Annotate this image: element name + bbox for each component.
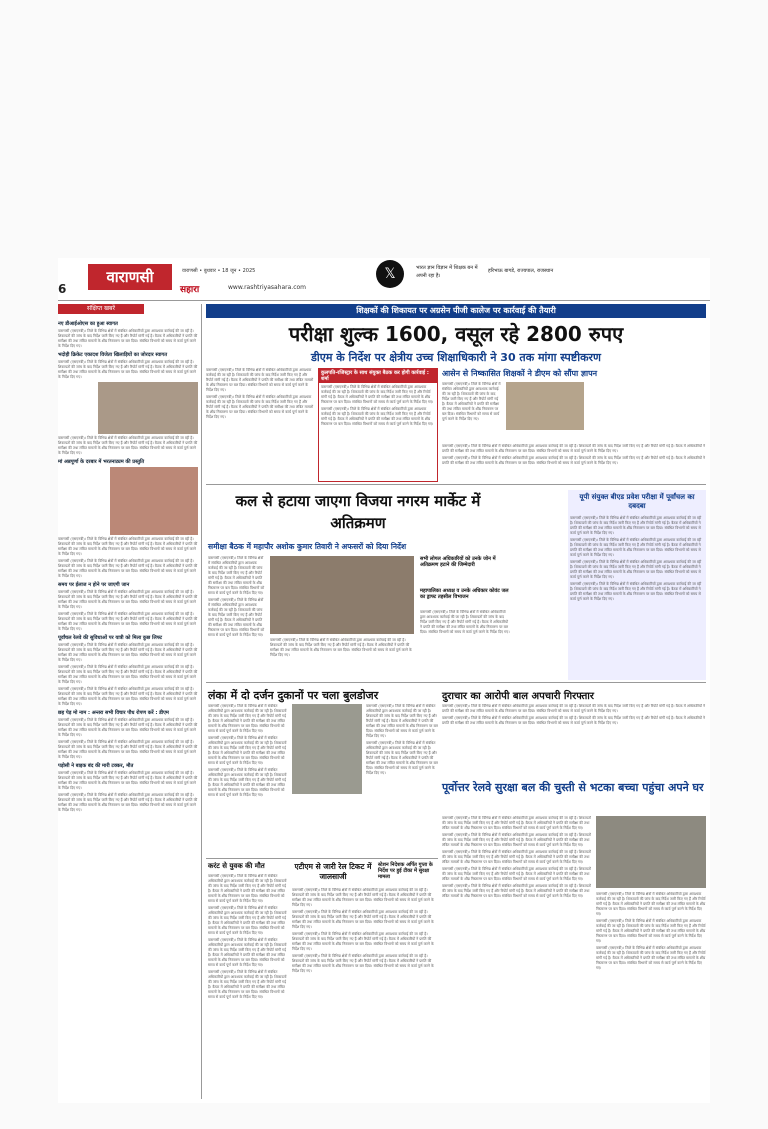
brief-title: छह पेड़ मो नाम : अन्तरा सभी विचार पौध रोपण करें : डीएम [58, 710, 169, 716]
sidebar-body [568, 514, 706, 668]
story3-body-text: वाराणसी (एसएनबी)। जिले के विभिन्न क्षेत्रों में संबंधित अधिकारियों द्वारा आवश्यक कार्रवाई की जा रही है। शिकायतों की जांच के बाद निर्देश जारी किए गए हैं और रिपोर्ट मांगी गई है। बैठक में अधिकारियों ने प्रगति की समीक्षा की तथा लंबित मामलों के शीघ्र निस्तारण पर बल दिया। संबंधित विभागों को समय से कार्य पूर्ण करने के निर्देश दिए गए। [208, 704, 287, 733]
sidebar-body-text: वाराणसी (एसएनबी)। जिले के विभिन्न क्षेत्रों में संबंधित अधिकारियों द्वारा आवश्यक कार्रवाई की जा रही है। शिकायतों की जांच के बाद निर्देश जारी किए गए हैं और रिपोर्ट मांगी गई है। बैठक में अधिकारियों ने प्रगति की समीक्षा की तथा लंबित मामलों के शीघ्र निस्तारण पर बल दिया। संबंधित विभागों को समय से कार्य पूर्ण करने के निर्देश दिए गए। [570, 560, 702, 579]
story5-body-text: वाराणसी (एसएनबी)। जिले के विभिन्न क्षेत्रों में संबंधित अधिकारियों द्वारा आवश्यक कार्रवाई की जा रही है। शिकायतों की जांच के बाद निर्देश जारी किए गए हैं और रिपोर्ट मांगी गई है। बैठक में अधिकारियों ने प्रगति की समीक्षा की तथा लंबित मामलों के शीघ्र निस्तारण पर बल दिया। संबंधित विभागों को समय से कार्य पूर्ण करने के निर्देश दिए गए। [442, 867, 591, 881]
brief-text: वाराणसी (एसएनबी)। जिले के विभिन्न क्षेत्रों में संबंधित अधिकारियों द्वारा आवश्यक कार्रवाई की जा रही है। शिकायतों की जांच के बाद निर्देश जारी किए गए हैं और रिपोर्ट मांगी गई है। बैठक में अधिकारियों ने प्रगति की समीक्षा की तथा लंबित मामलों के शीघ्र निस्तारण पर बल दिया। संबंधित विभागों को समय से कार्य पूर्ण करने के निर्देश दिए गए। [58, 612, 198, 631]
lead-box [318, 368, 438, 482]
brief-text: वाराणसी (एसएनबी)। जिले के विभिन्न क्षेत्रों में संबंधित अधिकारियों द्वारा आवश्यक कार्रवाई की जा रही है। शिकायतों की जांच के बाद निर्देश जारी किए गए हैं और रिपोर्ट मांगी गई है। बैठक में अधिकारियों ने प्रगति की समीक्षा की तथा लंबित मामलों के शीघ्र निस्तारण पर बल दिया। संबंधित विभागों को समय से कार्य पूर्ण करने के निर्देश दिए गए। [58, 718, 198, 737]
story8-headline: स्टेशन निदेशक अर्पित गुप्ता के निर्देश पर हुई टीका में सुरक्षा मामला [378, 862, 433, 880]
side-photo [506, 382, 584, 430]
story7-body [292, 888, 438, 1054]
story5-body-text: वाराणसी (एसएनबी)। जिले के विभिन्न क्षेत्रों में संबंधित अधिकारियों द्वारा आवश्यक कार्रवाई की जा रही है। शिकायतों की जांच के बाद निर्देश जारी किए गए हैं और रिपोर्ट मांगी गई है। बैठक में अधिकारियों ने प्रगति की समीक्षा की तथा लंबित मामलों के शीघ्र निस्तारण पर बल दिया। संबंधित विभागों को समय से कार्य पूर्ण करने के निर्देश दिए गए। [596, 919, 706, 943]
lead-body-text: वाराणसी (एसएनबी)। जिले के विभिन्न क्षेत्रों में संबंधित अधिकारियों द्वारा आवश्यक कार्रवाई की जा रही है। शिकायतों की जांच के बाद निर्देश जारी किए गए हैं और रिपोर्ट मांगी गई है। बैठक में अधिकारियों ने प्रगति की समीक्षा की तथा लंबित मामलों के शीघ्र निस्तारण पर बल दिया। संबंधित विभागों को समय से कार्य पूर्ण करने के निर्देश दिए गए। [206, 395, 314, 419]
masthead [58, 258, 710, 301]
column-divider [201, 304, 202, 1099]
side-headline: आसेन से निष्कासित शिक्षकों ने डीएम को सौंपा ज्ञापन [442, 369, 598, 378]
brief-text: वाराणसी (एसएनबी)। जिले के विभिन्न क्षेत्रों में संबंधित अधिकारियों द्वारा आवश्यक कार्रवाई की जा रही है। शिकायतों की जांच के बाद निर्देश जारी किए गए हैं और रिपोर्ट मांगी गई है। बैठक में अधिकारियों ने प्रगति की समीक्षा की तथा लंबित मामलों के शीघ्र निस्तारण पर बल दिया। संबंधित विभागों को समय से कार्य पूर्ण करने के निर्देश दिए गए। [58, 329, 198, 348]
story7-body-text: वाराणसी (एसएनबी)। जिले के विभिन्न क्षेत्रों में संबंधित अधिकारियों द्वारा आवश्यक कार्रवाई की जा रही है। शिकायतों की जांच के बाद निर्देश जारी किए गए हैं और रिपोर्ट मांगी गई है। बैठक में अधिकारियों ने प्रगति की समीक्षा की तथा लंबित मामलों के शीघ्र निस्तारण पर बल दिया। संबंधित विभागों को समय से कार्य पूर्ण करने के निर्देश दिए गए। [292, 910, 434, 929]
brief-title: मां अन्नपूर्णा के दरबार में भरतनाट्यम की प्रस्तुति [58, 459, 145, 465]
lead-kicker: शिक्षकों की शिकायत पर अग्रसेन पीजी कालेज पर कार्रवाई की तैयारी [206, 304, 706, 318]
story2-body [208, 556, 266, 676]
story5-body [442, 816, 592, 1056]
sidebar-body-text: वाराणसी (एसएनबी)। जिले के विभिन्न क्षेत्रों में संबंधित अधिकारियों द्वारा आवश्यक कार्रवाई की जा रही है। शिकायतों की जांच के बाद निर्देश जारी किए गए हैं और रिपोर्ट मांगी गई है। बैठक में अधिकारियों ने प्रगति की समीक्षा की तथा लंबित मामलों के शीघ्र निस्तारण पर बल दिया। संबंधित विभागों को समय से कार्य पूर्ण करने के निर्देश दिए गए। [570, 582, 702, 601]
story2-quote: सभी लोगल अधिकारियों को उनके जोन में अतिक्रमण हटाने की जिम्मेदारी [420, 556, 496, 568]
newspaper-page [58, 258, 710, 1103]
section-divider [206, 858, 438, 859]
story6-body [208, 874, 288, 1054]
brief-text: वाराणसी (एसएनबी)। जिले के विभिन्न क्षेत्रों में संबंधित अधिकारियों द्वारा आवश्यक कार्रवाई की जा रही है। शिकायतों की जांच के बाद निर्देश जारी किए गए हैं और रिपोर्ट मांगी गई है। बैठक में अधिकारियों ने प्रगति की समीक्षा की तथा लंबित मामलों के शीघ्र निस्तारण पर बल दिया। संबंधित विभागों को समय से कार्य पूर्ण करने के निर्देश दिए गए। [58, 740, 198, 759]
story5-body-text: वाराणसी (एसएनबी)। जिले के विभिन्न क्षेत्रों में संबंधित अधिकारियों द्वारा आवश्यक कार्रवाई की जा रही है। शिकायतों की जांच के बाद निर्देश जारी किए गए हैं और रिपोर्ट मांगी गई है। बैठक में अधिकारियों ने प्रगति की समीक्षा की तथा लंबित मामलों के शीघ्र निस्तारण पर बल दिया। संबंधित विभागों को समय से कार्य पूर्ण करने के निर्देश दिए गए। [596, 892, 706, 916]
dateline: वाराणसी • बुधवार • 18 जून • 2025 [182, 268, 256, 274]
brief-photo [98, 382, 198, 434]
sidebar-body-text: वाराणसी (एसएनबी)। जिले के विभिन्न क्षेत्रों में संबंधित अधिकारियों द्वारा आवश्यक कार्रवाई की जा रही है। शिकायतों की जांच के बाद निर्देश जारी किए गए हैं और रिपोर्ट मांगी गई है। बैठक में अधिकारियों ने प्रगति की समीक्षा की तथा लंबित मामलों के शीघ्र निस्तारण पर बल दिया। संबंधित विभागों को समय से कार्य पूर्ण करने के निर्देश दिए गए। [570, 538, 702, 557]
brief-text: वाराणसी (एसएनबी)। जिले के विभिन्न क्षेत्रों में संबंधित अधिकारियों द्वारा आवश्यक कार्रवाई की जा रही है। शिकायतों की जांच के बाद निर्देश जारी किए गए हैं और रिपोर्ट मांगी गई है। बैठक में अधिकारियों ने प्रगति की समीक्षा की तथा लंबित मामलों के शीघ्र निस्तारण पर बल दिया। संबंधित विभागों को समय से कार्य पूर्ण करने के निर्देश दिए गए। [58, 537, 198, 556]
briefs-label: संक्षिप्त खबरें [58, 304, 144, 314]
story7-body-text: वाराणसी (एसएनबी)। जिले के विभिन्न क्षेत्रों में संबंधित अधिकारियों द्वारा आवश्यक कार्रवाई की जा रही है। शिकायतों की जांच के बाद निर्देश जारी किए गए हैं और रिपोर्ट मांगी गई है। बैठक में अधिकारियों ने प्रगति की समीक्षा की तथा लंबित मामलों के शीघ्र निस्तारण पर बल दिया। संबंधित विभागों को समय से कार्य पूर्ण करने के निर्देश दिए गए। [292, 954, 434, 973]
story5-body [596, 892, 706, 1056]
brief-photo [110, 467, 198, 535]
story3-body-text: वाराणसी (एसएनबी)। जिले के विभिन्न क्षेत्रों में संबंधित अधिकारियों द्वारा आवश्यक कार्रवाई की जा रही है। शिकायतों की जांच के बाद निर्देश जारी किए गए हैं और रिपोर्ट मांगी गई है। बैठक में अधिकारियों ने प्रगति की समीक्षा की तथा लंबित मामलों के शीघ्र निस्तारण पर बल दिया। संबंधित विभागों को समय से कार्य पूर्ण करने के निर्देश दिए गए। [208, 736, 287, 765]
brief-title: नए डीआईओएस का हुआ स्वागत [58, 321, 118, 327]
side-body-text: वाराणसी (एसएनबी)। जिले के विभिन्न क्षेत्रों में संबंधित अधिकारियों द्वारा आवश्यक कार्रवाई की जा रही है। शिकायतों की जांच के बाद निर्देश जारी किए गए हैं और रिपोर्ट मांगी गई है। बैठक में अधिकारियों ने प्रगति की समीक्षा की तथा लंबित मामलों के शीघ्र निस्तारण पर बल दिया। संबंधित विभागों को समय से कार्य पूर्ण करने के निर्देश दिए गए। [442, 456, 706, 465]
brief-text: वाराणसी (एसएनबी)। जिले के विभिन्न क्षेत्रों में संबंधित अधिकारियों द्वारा आवश्यक कार्रवाई की जा रही है। शिकायतों की जांच के बाद निर्देश जारी किए गए हैं और रिपोर्ट मांगी गई है। बैठक में अधिकारियों ने प्रगति की समीक्षा की तथा लंबित मामलों के शीघ्र निस्तारण पर बल दिया। संबंधित विभागों को समय से कार्य पूर्ण करने के निर्देश दिए गए। [58, 687, 198, 706]
side-body [442, 382, 502, 442]
section-divider [206, 484, 706, 485]
brief-text: वाराणसी (एसएनबी)। जिले के विभिन्न क्षेत्रों में संबंधित अधिकारियों द्वारा आवश्यक कार्रवाई की जा रही है। शिकायतों की जांच के बाद निर्देश जारी किए गए हैं और रिपोर्ट मांगी गई है। बैठक में अधिकारियों ने प्रगति की समीक्षा की तथा लंबित मामलों के शीघ्र निस्तारण पर बल दिया। संबंधित विभागों को समय से कार्य पूर्ण करने के निर्देश दिए गए। [58, 436, 198, 455]
brand-logo: सहारा [180, 285, 200, 295]
story6-body-text: वाराणसी (एसएनबी)। जिले के विभिन्न क्षेत्रों में संबंधित अधिकारियों द्वारा आवश्यक कार्रवाई की जा रही है। शिकायतों की जांच के बाद निर्देश जारी किए गए हैं और रिपोर्ट मांगी गई है। बैठक में अधिकारियों ने प्रगति की समीक्षा की तथा लंबित मामलों के शीघ्र निस्तारण पर बल दिया। संबंधित विभागों को समय से कार्य पूर्ण करने के निर्देश दिए गए। [208, 874, 287, 903]
story3-body [366, 704, 438, 854]
story2-body-text: वाराणसी (एसएनबी)। जिले के विभिन्न क्षेत्रों में संबंधित अधिकारियों द्वारा आवश्यक कार्रवाई की जा रही है। शिकायतों की जांच के बाद निर्देश जारी किए गए हैं और रिपोर्ट मांगी गई है। बैठक में अधिकारियों ने प्रगति की समीक्षा की तथा लंबित मामलों के शीघ्र निस्तारण पर बल दिया। संबंधित विभागों को समय से कार्य पूर्ण करने के निर्देश दिए गए। [270, 638, 412, 657]
story3-body-text: वाराणसी (एसएनबी)। जिले के विभिन्न क्षेत्रों में संबंधित अधिकारियों द्वारा आवश्यक कार्रवाई की जा रही है। शिकायतों की जांच के बाद निर्देश जारी किए गए हैं और रिपोर्ट मांगी गई है। बैठक में अधिकारियों ने प्रगति की समीक्षा की तथा लंबित मामलों के शीघ्र निस्तारण पर बल दिया। संबंधित विभागों को समय से कार्य पूर्ण करने के निर्देश दिए गए। [366, 741, 438, 775]
brief-text: वाराणसी (एसएनबी)। जिले के विभिन्न क्षेत्रों में संबंधित अधिकारियों द्वारा आवश्यक कार्रवाई की जा रही है। शिकायतों की जांच के बाद निर्देश जारी किए गए हैं और रिपोर्ट मांगी गई है। बैठक में अधिकारियों ने प्रगति की समीक्षा की तथा लंबित मामलों के शीघ्र निस्तारण पर बल दिया। संबंधित विभागों को समय से कार्य पूर्ण करने के निर्देश दिए गए। [58, 559, 198, 578]
lead-subhead: डीएम के निर्देश पर क्षेत्रीय उच्च शिक्षाधिकारी ने 30 तक मांगा स्पष्टीकरण [311, 351, 601, 364]
story6-body-text: वाराणसी (एसएनबी)। जिले के विभिन्न क्षेत्रों में संबंधित अधिकारियों द्वारा आवश्यक कार्रवाई की जा रही है। शिकायतों की जांच के बाद निर्देश जारी किए गए हैं और रिपोर्ट मांगी गई है। बैठक में अधिकारियों ने प्रगति की समीक्षा की तथा लंबित मामलों के शीघ्र निस्तारण पर बल दिया। संबंधित विभागों को समय से कार्य पूर्ण करने के निर्देश दिए गए। [208, 938, 287, 967]
lead-box-body [319, 383, 437, 479]
lead-body [206, 368, 314, 488]
x-logo-icon: 𝕏 [376, 260, 404, 288]
brief-text: वाराणसी (एसएनबी)। जिले के विभिन्न क्षेत्रों में संबंधित अधिकारियों द्वारा आवश्यक कार्रवाई की जा रही है। शिकायतों की जांच के बाद निर्देश जारी किए गए हैं और रिपोर्ट मांगी गई है। बैठक में अधिकारियों ने प्रगति की समीक्षा की तथा लंबित मामलों के शीघ्र निस्तारण पर बल दिया। संबंधित विभागों को समय से कार्य पूर्ण करने के निर्देश दिए गए। [58, 590, 198, 609]
lead-box-text: वाराणसी (एसएनबी)। जिले के विभिन्न क्षेत्रों में संबंधित अधिकारियों द्वारा आवश्यक कार्रवाई की जा रही है। शिकायतों की जांच के बाद निर्देश जारी किए गए हैं और रिपोर्ट मांगी गई है। बैठक में अधिकारियों ने प्रगति की समीक्षा की तथा लंबित मामलों के शीघ्र निस्तारण पर बल दिया। संबंधित विभागों को समय से कार्य पूर्ण करने के निर्देश दिए गए। [321, 385, 434, 404]
lead-box-title: कुलपति-रजिस्ट्रार के साथ संयुक्त बैठक कर होगी कार्रवाई : शर्मा [319, 369, 437, 383]
story4-headline: दुराचार का आरोपी बाल अपचारी गिरफ्तार [442, 691, 594, 702]
story2-quote2: महापालिका अध्यक्ष व उनके अधिकार कोवंट जल का ड्राफ्ट तहसील विभाजन [420, 588, 509, 600]
city-label: वाराणसी [88, 264, 172, 290]
story6-headline: करंट से युवक की मौत [208, 862, 265, 870]
ad-byline: हरिभाऊ बागडे, राज्यपाल, राजस्थान [488, 268, 554, 274]
lead-box-text: वाराणसी (एसएनबी)। जिले के विभिन्न क्षेत्रों में संबंधित अधिकारियों द्वारा आवश्यक कार्रवाई की जा रही है। शिकायतों की जांच के बाद निर्देश जारी किए गए हैं और रिपोर्ट मांगी गई है। बैठक में अधिकारियों ने प्रगति की समीक्षा की तथा लंबित मामलों के शीघ्र निस्तारण पर बल दिया। संबंधित विभागों को समय से कार्य पूर्ण करने के निर्देश दिए गए। [321, 407, 434, 426]
story2-body [270, 638, 414, 678]
briefs-column [58, 318, 198, 1098]
side-body-text: वाराणसी (एसएनबी)। जिले के विभिन्न क्षेत्रों में संबंधित अधिकारियों द्वारा आवश्यक कार्रवाई की जा रही है। शिकायतों की जांच के बाद निर्देश जारी किए गए हैं और रिपोर्ट मांगी गई है। बैठक में अधिकारियों ने प्रगति की समीक्षा की तथा लंबित मामलों के शीघ्र निस्तारण पर बल दिया। संबंधित विभागों को समय से कार्य पूर्ण करने के निर्देश दिए गए। [442, 444, 706, 453]
lead-body-text: वाराणसी (एसएनबी)। जिले के विभिन्न क्षेत्रों में संबंधित अधिकारियों द्वारा आवश्यक कार्रवाई की जा रही है। शिकायतों की जांच के बाद निर्देश जारी किए गए हैं और रिपोर्ट मांगी गई है। बैठक में अधिकारियों ने प्रगति की समीक्षा की तथा लंबित मामलों के शीघ्र निस्तारण पर बल दिया। संबंधित विभागों को समय से कार्य पूर्ण करने के निर्देश दिए गए। [206, 368, 314, 392]
story6-body-text: वाराणसी (एसएनबी)। जिले के विभिन्न क्षेत्रों में संबंधित अधिकारियों द्वारा आवश्यक कार्रवाई की जा रही है। शिकायतों की जांच के बाद निर्देश जारी किए गए हैं और रिपोर्ट मांगी गई है। बैठक में अधिकारियों ने प्रगति की समीक्षा की तथा लंबित मामलों के शीघ्र निस्तारण पर बल दिया। संबंधित विभागों को समय से कार्य पूर्ण करने के निर्देश दिए गए। [208, 906, 287, 935]
lead-headline: परीक्षा शुल्क 1600, वसूल रहे 2800 रुपए [288, 322, 624, 346]
story2-body-text: वाराणसी (एसएनबी)। जिले के विभिन्न क्षेत्रों में संबंधित अधिकारियों द्वारा आवश्यक कार्रवाई की जा रही है। शिकायतों की जांच के बाद निर्देश जारी किए गए हैं और रिपोर्ट मांगी गई है। बैठक में अधिकारियों ने प्रगति की समीक्षा की तथा लंबित मामलों के शीघ्र निस्तारण पर बल दिया। संबंधित विभागों को समय से कार्य पूर्ण करने के निर्देश दिए गए। [208, 556, 265, 595]
brief-title: पूर्वांचल रेलवे की सुविधाओं पर यात्री को मिला कुछ लिफ्ट [58, 635, 162, 641]
story3-body-text: वाराणसी (एसएनबी)। जिले के विभिन्न क्षेत्रों में संबंधित अधिकारियों द्वारा आवश्यक कार्रवाई की जा रही है। शिकायतों की जांच के बाद निर्देश जारी किए गए हैं और रिपोर्ट मांगी गई है। बैठक में अधिकारियों ने प्रगति की समीक्षा की तथा लंबित मामलों के शीघ्र निस्तारण पर बल दिया। संबंधित विभागों को समय से कार्य पूर्ण करने के निर्देश दिए गए। [366, 704, 438, 738]
story5-body-text: वाराणसी (एसएनबी)। जिले के विभिन्न क्षेत्रों में संबंधित अधिकारियों द्वारा आवश्यक कार्रवाई की जा रही है। शिकायतों की जांच के बाद निर्देश जारी किए गए हैं और रिपोर्ट मांगी गई है। बैठक में अधिकारियों ने प्रगति की समीक्षा की तथा लंबित मामलों के शीघ्र निस्तारण पर बल दिया। संबंधित विभागों को समय से कार्य पूर्ण करने के निर्देश दिए गए। [442, 816, 591, 830]
story4-body-text: वाराणसी (एसएनबी)। जिले के विभिन्न क्षेत्रों में संबंधित अधिकारियों द्वारा आवश्यक कार्रवाई की जा रही है। शिकायतों की जांच के बाद निर्देश जारी किए गए हैं और रिपोर्ट मांगी गई है। बैठक में अधिकारियों ने प्रगति की समीक्षा की तथा लंबित मामलों के शीघ्र निस्तारण पर बल दिया। संबंधित विभागों को समय से कार्य पूर्ण करने के निर्देश दिए गए। [442, 716, 706, 725]
story2-body-text: वाराणसी (एसएनबी)। जिले के विभिन्न क्षेत्रों में संबंधित अधिकारियों द्वारा आवश्यक कार्रवाई की जा रही है। शिकायतों की जांच के बाद निर्देश जारी किए गए हैं और रिपोर्ट मांगी गई है। बैठक में अधिकारियों ने प्रगति की समीक्षा की तथा लंबित मामलों के शीघ्र निस्तारण पर बल दिया। संबंधित विभागों को समय से कार्य पूर्ण करने के निर्देश दिए गए। [420, 610, 510, 634]
brief-text: वाराणसी (एसएनबी)। जिले के विभिन्न क्षेत्रों में संबंधित अधिकारियों द्वारा आवश्यक कार्रवाई की जा रही है। शिकायतों की जांच के बाद निर्देश जारी किए गए हैं और रिपोर्ट मांगी गई है। बैठक में अधिकारियों ने प्रगति की समीक्षा की तथा लंबित मामलों के शीघ्र निस्तारण पर बल दिया। संबंधित विभागों को समय से कार्य पूर्ण करने के निर्देश दिए गए। [58, 360, 198, 379]
story6-body-text: वाराणसी (एसएनबी)। जिले के विभिन्न क्षेत्रों में संबंधित अधिकारियों द्वारा आवश्यक कार्रवाई की जा रही है। शिकायतों की जांच के बाद निर्देश जारी किए गए हैं और रिपोर्ट मांगी गई है। बैठक में अधिकारियों ने प्रगति की समीक्षा की तथा लंबित मामलों के शीघ्र निस्तारण पर बल दिया। संबंधित विभागों को समय से कार्य पूर्ण करने के निर्देश दिए गए। [208, 970, 287, 999]
brief-title: भदोही क्रिकेट एकादश विजेता खिलाड़ियों का जोरदार स्वागत [58, 352, 168, 358]
brief-title: समय पर ईलाज न होने पर जाएगी जान [58, 582, 130, 588]
story2-headline: कल से हटाया जाएगा विजया नगरम मार्केट में अतिक्रमण [235, 492, 481, 532]
story4-body-text: वाराणसी (एसएनबी)। जिले के विभिन्न क्षेत्रों में संबंधित अधिकारियों द्वारा आवश्यक कार्रवाई की जा रही है। शिकायतों की जांच के बाद निर्देश जारी किए गए हैं और रिपोर्ट मांगी गई है। बैठक में अधिकारियों ने प्रगति की समीक्षा की तथा लंबित मामलों के शीघ्र निस्तारण पर बल दिया। संबंधित विभागों को समय से कार्य पूर्ण करने के निर्देश दिए गए। [442, 704, 706, 713]
story7-body-text: वाराणसी (एसएनबी)। जिले के विभिन्न क्षेत्रों में संबंधित अधिकारियों द्वारा आवश्यक कार्रवाई की जा रही है। शिकायतों की जांच के बाद निर्देश जारी किए गए हैं और रिपोर्ट मांगी गई है। बैठक में अधिकारियों ने प्रगति की समीक्षा की तथा लंबित मामलों के शीघ्र निस्तारण पर बल दिया। संबंधित विभागों को समय से कार्य पूर्ण करने के निर्देश दिए गए। [292, 888, 434, 907]
page-number: 6 [58, 282, 67, 296]
brief-text: वाराणसी (एसएनबी)। जिले के विभिन्न क्षेत्रों में संबंधित अधिकारियों द्वारा आवश्यक कार्रवाई की जा रही है। शिकायतों की जांच के बाद निर्देश जारी किए गए हैं और रिपोर्ट मांगी गई है। बैठक में अधिकारियों ने प्रगति की समीक्षा की तथा लंबित मामलों के शीघ्र निस्तारण पर बल दिया। संबंधित विभागों को समय से कार्य पूर्ण करने के निर्देश दिए गए। [58, 771, 198, 790]
story2-photo [270, 556, 414, 634]
story2-body-text: वाराणसी (एसएनबी)। जिले के विभिन्न क्षेत्रों में संबंधित अधिकारियों द्वारा आवश्यक कार्रवाई की जा रही है। शिकायतों की जांच के बाद निर्देश जारी किए गए हैं और रिपोर्ट मांगी गई है। बैठक में अधिकारियों ने प्रगति की समीक्षा की तथा लंबित मामलों के शीघ्र निस्तारण पर बल दिया। संबंधित विभागों को समय से कार्य पूर्ण करने के निर्देश दिए गए। [208, 598, 265, 637]
story7-headline: एटीएम से जारी रेल टिकट में जालसाजी [294, 862, 372, 881]
story3-photo [292, 704, 362, 794]
sidebar-body-text: वाराणसी (एसएनबी)। जिले के विभिन्न क्षेत्रों में संबंधित अधिकारियों द्वारा आवश्यक कार्रवाई की जा रही है। शिकायतों की जांच के बाद निर्देश जारी किए गए हैं और रिपोर्ट मांगी गई है। बैठक में अधिकारियों ने प्रगति की समीक्षा की तथा लंबित मामलों के शीघ्र निस्तारण पर बल दिया। संबंधित विभागों को समय से कार्य पूर्ण करने के निर्देश दिए गए। [570, 516, 702, 535]
story5-body-text: वाराणसी (एसएनबी)। जिले के विभिन्न क्षेत्रों में संबंधित अधिकारियों द्वारा आवश्यक कार्रवाई की जा रही है। शिकायतों की जांच के बाद निर्देश जारी किए गए हैं और रिपोर्ट मांगी गई है। बैठक में अधिकारियों ने प्रगति की समीक्षा की तथा लंबित मामलों के शीघ्र निस्तारण पर बल दिया। संबंधित विभागों को समय से कार्य पूर्ण करने के निर्देश दिए गए। [442, 850, 591, 864]
sidebar-headline: यूपी संयुक्त बीएड प्रवेश परीक्षा में पूर्वांचल का दबदबा [579, 493, 695, 510]
website: www.rashtriyasahara.com [228, 284, 307, 291]
side-body-text: वाराणसी (एसएनबी)। जिले के विभिन्न क्षेत्रों में संबंधित अधिकारियों द्वारा आवश्यक कार्रवाई की जा रही है। शिकायतों की जांच के बाद निर्देश जारी किए गए हैं और रिपोर्ट मांगी गई है। बैठक में अधिकारियों ने प्रगति की समीक्षा की तथा लंबित मामलों के शीघ्र निस्तारण पर बल दिया। संबंधित विभागों को समय से कार्य पूर्ण करने के निर्देश दिए गए। [442, 382, 501, 421]
ad-text: भारत ज्ञान विज्ञान में शिक्षक बन में अपनी रहा है। [416, 265, 478, 279]
story5-body-text: वाराणसी (एसएनबी)। जिले के विभिन्न क्षेत्रों में संबंधित अधिकारियों द्वारा आवश्यक कार्रवाई की जा रही है। शिकायतों की जांच के बाद निर्देश जारी किए गए हैं और रिपोर्ट मांगी गई है। बैठक में अधिकारियों ने प्रगति की समीक्षा की तथा लंबित मामलों के शीघ्र निस्तारण पर बल दिया। संबंधित विभागों को समय से कार्य पूर्ण करने के निर्देश दिए गए। [442, 884, 591, 898]
story3-headline: लंका में दो दर्जन दुकानों पर चला बुलडोजर [208, 689, 379, 702]
story2-subhead: समीक्षा बैठक में महापौर अशोक कुमार तिवारी ने अफसरों को दिया निर्देश [208, 542, 407, 551]
story7-body-text: वाराणसी (एसएनबी)। जिले के विभिन्न क्षेत्रों में संबंधित अधिकारियों द्वारा आवश्यक कार्रवाई की जा रही है। शिकायतों की जांच के बाद निर्देश जारी किए गए हैं और रिपोर्ट मांगी गई है। बैठक में अधिकारियों ने प्रगति की समीक्षा की तथा लंबित मामलों के शीघ्र निस्तारण पर बल दिया। संबंधित विभागों को समय से कार्य पूर्ण करने के निर्देश दिए गए। [292, 932, 434, 951]
story3-body-text: वाराणसी (एसएनबी)। जिले के विभिन्न क्षेत्रों में संबंधित अधिकारियों द्वारा आवश्यक कार्रवाई की जा रही है। शिकायतों की जांच के बाद निर्देश जारी किए गए हैं और रिपोर्ट मांगी गई है। बैठक में अधिकारियों ने प्रगति की समीक्षा की तथा लंबित मामलों के शीघ्र निस्तारण पर बल दिया। संबंधित विभागों को समय से कार्य पूर्ण करने के निर्देश दिए गए। [208, 768, 287, 797]
brief-text: वाराणसी (एसएनबी)। जिले के विभिन्न क्षेत्रों में संबंधित अधिकारियों द्वारा आवश्यक कार्रवाई की जा रही है। शिकायतों की जांच के बाद निर्देश जारी किए गए हैं और रिपोर्ट मांगी गई है। बैठक में अधिकारियों ने प्रगति की समीक्षा की तथा लंबित मामलों के शीघ्र निस्तारण पर बल दिया। संबंधित विभागों को समय से कार्य पूर्ण करने के निर्देश दिए गए। [58, 665, 198, 684]
story5-body-text: वाराणसी (एसएनबी)। जिले के विभिन्न क्षेत्रों में संबंधित अधिकारियों द्वारा आवश्यक कार्रवाई की जा रही है। शिकायतों की जांच के बाद निर्देश जारी किए गए हैं और रिपोर्ट मांगी गई है। बैठक में अधिकारियों ने प्रगति की समीक्षा की तथा लंबित मामलों के शीघ्र निस्तारण पर बल दिया। संबंधित विभागों को समय से कार्य पूर्ण करने के निर्देश दिए गए। [596, 946, 706, 970]
section-divider [206, 682, 706, 683]
sidebar-box [568, 490, 706, 680]
side-body [442, 444, 706, 480]
brief-title: पड़ोसी ने बाइक बंद की मारी टक्कर, मौत [58, 763, 134, 769]
story5-body-text: वाराणसी (एसएनबी)। जिले के विभिन्न क्षेत्रों में संबंधित अधिकारियों द्वारा आवश्यक कार्रवाई की जा रही है। शिकायतों की जांच के बाद निर्देश जारी किए गए हैं और रिपोर्ट मांगी गई है। बैठक में अधिकारियों ने प्रगति की समीक्षा की तथा लंबित मामलों के शीघ्र निस्तारण पर बल दिया। संबंधित विभागों को समय से कार्य पूर्ण करने के निर्देश दिए गए। [442, 833, 591, 847]
brief-text: वाराणसी (एसएनबी)। जिले के विभिन्न क्षेत्रों में संबंधित अधिकारियों द्वारा आवश्यक कार्रवाई की जा रही है। शिकायतों की जांच के बाद निर्देश जारी किए गए हैं और रिपोर्ट मांगी गई है। बैठक में अधिकारियों ने प्रगति की समीक्षा की तथा लंबित मामलों के शीघ्र निस्तारण पर बल दिया। संबंधित विभागों को समय से कार्य पूर्ण करने के निर्देश दिए गए। [58, 793, 198, 812]
story3-body [208, 704, 288, 854]
brief-text: वाराणसी (एसएनबी)। जिले के विभिन्न क्षेत्रों में संबंधित अधिकारियों द्वारा आवश्यक कार्रवाई की जा रही है। शिकायतों की जांच के बाद निर्देश जारी किए गए हैं और रिपोर्ट मांगी गई है। बैठक में अधिकारियों ने प्रगति की समीक्षा की तथा लंबित मामलों के शीघ्र निस्तारण पर बल दिया। संबंधित विभागों को समय से कार्य पूर्ण करने के निर्देश दिए गए। [58, 643, 198, 662]
story2-body [420, 610, 510, 676]
story5-photo [596, 816, 706, 888]
story4-body [442, 704, 706, 776]
story5-headline: पूर्वोत्तर रेलवे सुरक्षा बल की चुस्ती से भटका बच्चा पहुंचा अपने घर [442, 781, 704, 794]
